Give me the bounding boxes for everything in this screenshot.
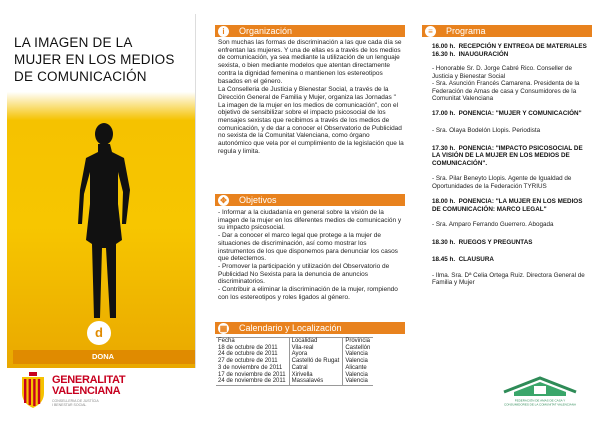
table-row xyxy=(216,358,373,365)
generalitat-name-line: GENERALITAT xyxy=(52,374,126,386)
federacion-logo-icon xyxy=(496,374,584,408)
programa-speaker: - Sra. Amparo Ferrando Guerrero. Abogada xyxy=(432,221,554,228)
table-cell: 18 de octubre de 2011 xyxy=(218,344,278,351)
calendario-heading: Calendario y Localización xyxy=(239,323,342,333)
table-cell: Alicante xyxy=(343,365,374,372)
programa-item xyxy=(432,256,592,264)
table-cell: Vila-real xyxy=(289,345,343,352)
calendario-header xyxy=(215,322,405,334)
list-icon: ≡ xyxy=(425,26,436,37)
programa-time: 16.30 h. xyxy=(432,50,456,58)
table-cell: Valencia xyxy=(343,358,374,365)
table-cell: Castelló de Rugat xyxy=(289,358,343,365)
calendar-icon: ▦ xyxy=(219,324,228,333)
cover-title xyxy=(14,34,194,85)
table-header-cell: Localidad xyxy=(289,338,343,345)
table-cell: 17 de noviembre de 2011 xyxy=(218,371,286,378)
generalitat-name-line: VALENCIANA xyxy=(52,385,121,397)
generalitat-department xyxy=(52,399,142,407)
federacion-caption-line: FEDERACIÓN DE AMAS DE CASA Y xyxy=(514,398,566,403)
programa-speaker: - Sra. Asunción Francés Camarena. Presidenta de la Federación de Amas de casa y Consumidores de la Comunitat Valenciana xyxy=(432,80,580,102)
generalitat-department-line: CONSELLERIA DE JUSTÍCIA xyxy=(52,399,99,403)
programa-speaker: - Sra. Olaya Bodelón Llopis. Periodista xyxy=(432,127,541,134)
programa-title: INAUGURACIÓN xyxy=(458,50,509,58)
programa-heading: Programa xyxy=(446,26,486,36)
objetivo-item: - Promover la participación y utilización del Observatorio de Publicidad No Sexista para la denuncia de anuncios discriminatorios. xyxy=(218,262,390,286)
table-cell: Valencia xyxy=(343,351,374,358)
programa-title: RECEPCIÓN Y ENTREGA DE MATERIALES xyxy=(458,43,587,50)
programa-time: 17.30 h. xyxy=(432,144,456,152)
programa-speaker: - Honorable Sr. D. Jorge Cabré Rico. Conseller de Justicia y Bienestar Social xyxy=(432,65,572,80)
generalitat-department-line: I BENESTAR SOCIAL xyxy=(52,403,87,407)
table-cell: 27 de octubre de 2011 xyxy=(218,358,278,365)
table-cell: Castellón xyxy=(343,345,374,352)
programa-title: PONENCIA: "MUJER Y COMUNICACIÓN" xyxy=(458,109,582,117)
table-row xyxy=(216,372,373,379)
organizacion-text xyxy=(218,39,404,156)
federacion-caption-line: CONSUMIDORES DE LA COMUNITAT VALENCIANA xyxy=(504,402,576,407)
organizacion-heading: Organización xyxy=(239,26,293,36)
programa-time: 17.00 h. xyxy=(432,109,456,117)
table-cell: Catral xyxy=(289,365,343,372)
programa-time: 18.45 h. xyxy=(432,256,456,263)
table-row xyxy=(216,378,373,385)
objetivos-heading: Objetivos xyxy=(239,195,277,205)
cover-title-line: LA IMAGEN DE LA xyxy=(14,35,133,50)
programa-item xyxy=(432,43,592,51)
generalitat-name xyxy=(52,375,125,397)
organizacion-paragraph: La Conselleria de Justicia y Bienestar Social, a través de la Dirección General de Familia y Mujer, organiza las Jornadas " La imagen de la mujer en los medios de comunicación", con el objetivo de sensibilizar sobre el impacto psicosocial de los mensajes sexistas que recibimos a través de los medios de comunicación, y de dar a conocer el Observatorio de Publicidad no sexista de la Comunitat Valenciana, como órgano autonómico que vela por el cumplimiento de la legislación que la regula y limita. xyxy=(218,86,404,155)
table-row xyxy=(216,365,373,372)
info-icon: i xyxy=(218,26,229,37)
table-row xyxy=(216,345,373,352)
objetivos-list xyxy=(218,209,404,301)
programa-speaker: - Sra. Pilar Beneyto Llopis. Agente de Igualdad de Oportunidades de la Federación TYRIUS xyxy=(432,175,572,190)
table-cell: 24 de noviembre de 2011 xyxy=(216,378,289,385)
table-cell: Valencia xyxy=(343,378,374,385)
table-header-row xyxy=(216,338,373,345)
programa-title: PONENCIA: "IMPACTO PSICOSOCIAL DE LA VISIÓN DE LA MUJER EN LOS MEDIOS DE COMUNICACIÓN". xyxy=(432,144,583,167)
programa-title: RUEGOS Y PREGUNTAS xyxy=(458,238,533,246)
generalitat-emblem-icon xyxy=(18,371,48,409)
organizacion-paragraph: Son muchas las formas de discriminación a las que cada día se enfrentan las mujeres. Y una de ellas es a través de los medios de comunicación, ya sea mediante la utilización de un lenguaje sexista, o bien mediante modelos que atentan directamente contra la dignidad femenina o mantienen los estereotipos basados en el género. xyxy=(218,39,402,85)
programa-item xyxy=(432,145,592,168)
programa-header xyxy=(422,25,592,37)
programa-list xyxy=(432,43,592,287)
cover-title-line: DE COMUNICACIÓN xyxy=(14,69,147,84)
table-cell: Xirivella xyxy=(289,372,343,379)
table-header-cell: Provincia xyxy=(343,338,374,345)
programa-title: CLAUSURA xyxy=(458,256,494,263)
table-header-cell: Fecha xyxy=(216,338,289,345)
programa-time: 18.00 h. xyxy=(432,198,456,205)
table-cell: Valencia xyxy=(343,372,374,379)
objetivo-item: - Contribuir a eliminar la discriminación de la mujer, rompiendo con los estereotipos y roles ligados al género. xyxy=(218,286,398,301)
objetivo-item: - Dar a conocer el marco legal que protege a la mujer de situaciones de discriminación, así como mostrar los instrumentos de los que disponemos para denunciar los casos que detectemos. xyxy=(218,232,398,263)
cover-title-line: MUJER EN LOS MEDIOS xyxy=(14,52,175,67)
calendario-table xyxy=(216,337,373,386)
dona-logo-icon: d xyxy=(87,321,111,345)
target-arrows-icon: ✥ xyxy=(218,195,229,206)
table-cell: 3 de noviembre de 2011 xyxy=(218,364,283,371)
programa-title: PONENCIA: "LA MUJER EN LOS MEDIOS DE COMUNICACIÓN: MARCO LEGAL" xyxy=(432,198,583,213)
objetivo-item: - Informar a la ciudadanía en general sobre la visión de la imagen de la mujer en los diferentes medios de comunicación y su impacto psicosocial. xyxy=(218,209,402,232)
table-cell: 24 de octubre de 2011 xyxy=(218,351,278,358)
dona-label: DONA xyxy=(13,350,195,364)
table-cell: Massalavés xyxy=(289,378,343,385)
programa-item xyxy=(432,110,592,118)
organizacion-header xyxy=(215,25,405,37)
objetivos-header xyxy=(215,194,405,206)
programa-speaker: - Ilma. Sra. Dª Celia Ortega Ruiz. Directora General de Familia y Mujer xyxy=(432,271,585,286)
programa-item xyxy=(432,198,592,213)
table-cell: Ayora xyxy=(289,351,343,358)
programa-item xyxy=(432,51,592,59)
programa-time: 16.00 h. xyxy=(432,43,456,50)
woman-silhouette-image xyxy=(60,120,150,320)
programa-item xyxy=(432,239,592,247)
table-row xyxy=(216,351,373,358)
programa-time: 18.30 h. xyxy=(432,238,456,246)
